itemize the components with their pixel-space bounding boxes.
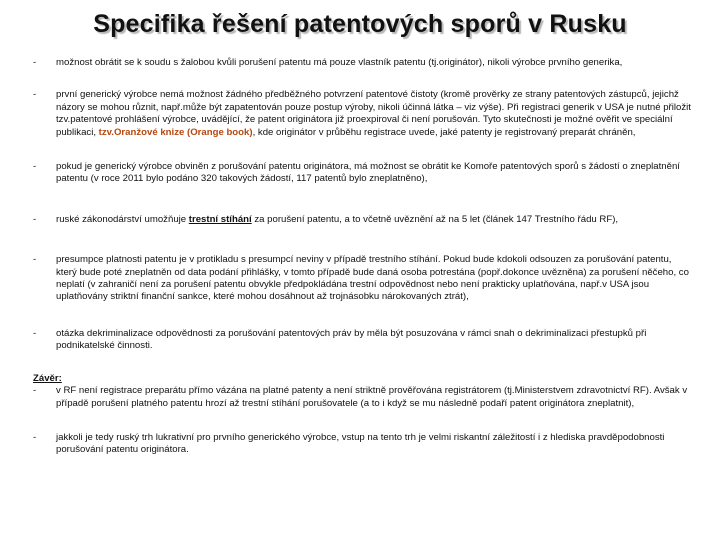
list-item-6 (33, 328, 693, 353)
list-item-4 (33, 214, 693, 226)
bullet-dash: - (33, 57, 37, 68)
bullet-dash: - (33, 161, 37, 173)
orange-book-highlight: tzv.Oranžové knize (Orange book) (98, 126, 253, 138)
conclusion-item-text: v RF není registrace preparátu přímo vázána na platné patenty a není striktně prověřována registrátorem (tj.Ministerstvem zdravotnictví RF). Avšak v případě porušení platného patentu hrozí až trestní stíhání porušovatele (a to i když se mu následně podaří patent originátora zneplatnit), (56, 385, 688, 409)
bullet-dash: - (33, 89, 37, 101)
bullet-dash: - (33, 213, 37, 225)
document-body (33, 57, 693, 457)
bullet-dash: - (33, 254, 37, 266)
list-item-text-end: , kde originátor v průběhu registrace uvede, jaké patenty je registrovaný preparát chráněn, (252, 126, 636, 138)
list-item-text: otázka dekriminalizace odpovědnosti za porušování patentových práv by měla být posuzována v rámci snah o dekriminalizaci přestupků při podnikatelské činnosti. (56, 327, 647, 352)
list-item-5 (33, 254, 693, 304)
conclusion-item-2 (33, 432, 693, 457)
bullet-dash: - (33, 385, 37, 397)
page-title: Specifika řešení patentových sporů v Rusku (93, 10, 627, 38)
bullet-dash: - (33, 327, 37, 339)
list-item-text: pokud je generický výrobce obviněn z porušování patentu originátora, má možnost se obrátit ke Komoře patentových sporů s žádostí o zneplatnění patentu (v roce 2011 bylo podáno 320 takových žádostí, 117 patentů bylo zneplatněno), (56, 161, 680, 185)
list-item-text: první generický výrobce nemá možnost žádného předběžného potvrzení patentové čistoty (kromě prověrky ze strany patentových zástupců, jejichž názory se mohou různit, např.může být zapatentován pouze postup výroby, nikoli účinná látka – viz výše). Při registraci generik v USA je nutné přiložit tzv.patentové prohlášení výrobce, uvádějící, že patent originátora již proexpiroval či není porušován. Tyto skutečnosti je možné ověřit ve speciální publikaci, (56, 89, 691, 138)
list-item-3 (33, 161, 693, 186)
list-item-text-end: za porušení patentu, a to včetně uvěznění až na 5 let (článek 147 Trestního řádu RF), (251, 213, 619, 225)
conclusion-section (33, 373, 693, 457)
list-item-text: ruské zákonodárství umožňuje (56, 213, 189, 225)
conclusion-item-1 (33, 385, 693, 410)
list-item-1 (33, 57, 693, 69)
list-item-text: presumpce platnosti patentu je v protikladu s presumpcí neviny v případě trestního stíhání. Pokud bude kdokoli odsouzen za porušování patentu, který bude poté zneplatněn od data podání přihlášky, v tomto případě bude daná osoba potrestána (popř.dokonce uvězněna) za porušení něčeho, co neplatí (v zahraničí není za porušení patentu obvykle předpokládána trestní odpovědnost nebo není prakticky uplatňována, např.v USA jsou uplatňovány striktní finanční sankce, které mohou dosáhnout až trojnásobku nárokovaných ztrát), (56, 254, 689, 303)
conclusion-heading: Závěr: (33, 372, 62, 384)
list-item-2 (33, 89, 693, 139)
conclusion-item-text: jakkoli je tedy ruský trh lukrativní pro prvního generického výrobce, vstup na tento trh je velmi riskantní záležitostí i z hlediska pravděpodobnosti porušování patentu originátora. (56, 431, 665, 456)
bullet-dash: - (33, 431, 37, 443)
criminal-prosecution-emphasis: trestní stíhání (188, 213, 252, 225)
list-item-text: možnost obrátit se k soudu s žalobou kvůli porušení patentu má pouze vlastník patentu (tj.originátor), nikoli výrobce prvního generika, (56, 57, 623, 68)
